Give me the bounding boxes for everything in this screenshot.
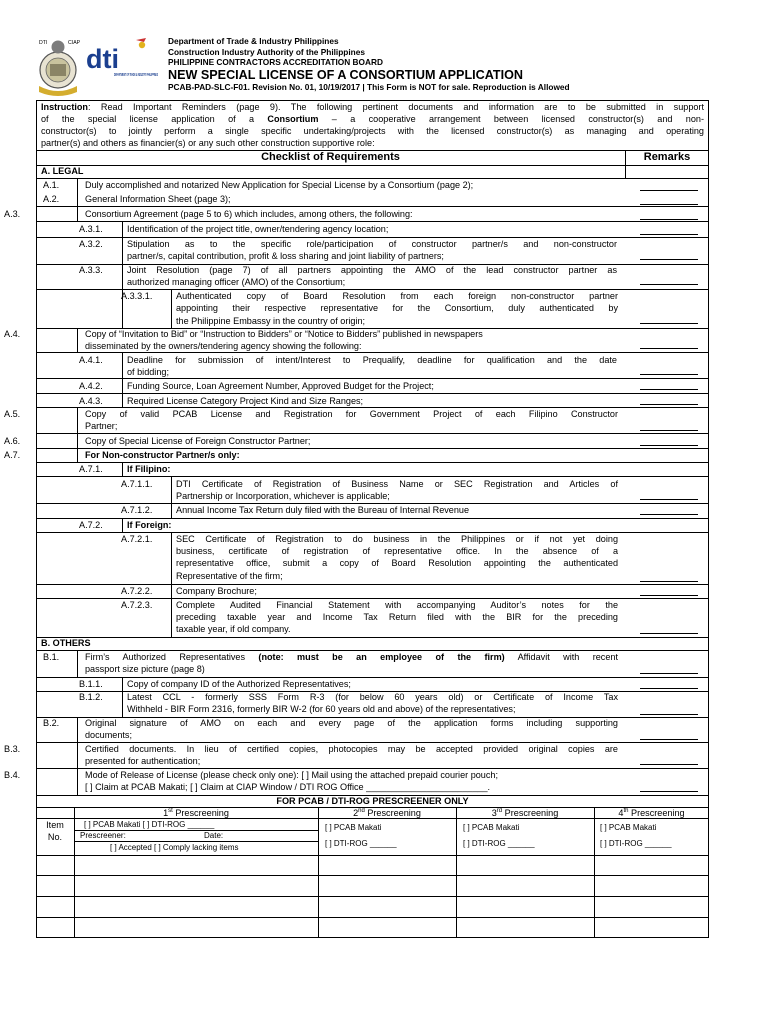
date-label: Date: — [204, 831, 224, 840]
item-code: A.4.1. — [79, 355, 103, 365]
item-code: B.1.2. — [79, 692, 103, 702]
item-a7-2-3-line2: preceding taxable year and Income Tax Return filed with the BIR for the preceding — [176, 612, 618, 622]
agency-logos — [36, 34, 162, 100]
item-code: A.7.1.2. — [121, 505, 153, 515]
dti-wordmark: dti — [86, 44, 119, 74]
item-code: B.1.1. — [79, 679, 103, 689]
rule — [77, 651, 78, 677]
item-a4-1-line1: Deadline for submission of intent/Interest to Prequalify, deadline for qualification and the date — [127, 355, 617, 365]
item-a7-2-1-line2: business, certificate of registration of representative office. In the absence of a — [176, 546, 618, 556]
remarks-blank[interactable] — [640, 374, 698, 375]
rule — [77, 717, 78, 795]
instruction-line-4: partner(s) and others as financier(s) or any such other construction supportive role: — [41, 138, 375, 148]
remarks-blank[interactable] — [640, 234, 698, 235]
item-code: A.3. — [4, 209, 21, 219]
item-a3-2-line1: Stipulation as to the specific role/participation of constructor partner/s and non-constructor — [127, 239, 617, 249]
item-a6: Copy of Special License of Foreign Constructor Partner; — [85, 436, 311, 446]
ordinal-suffix: st — [168, 807, 173, 814]
item-b1-note: (note: must be an employee of the firm) — [258, 652, 505, 662]
item-b1-1: Copy of company ID of the Authorized Representatives; — [127, 679, 351, 689]
remarks-blank[interactable] — [640, 714, 698, 715]
section-legal: A. LEGAL — [41, 166, 84, 176]
rule — [318, 807, 319, 938]
remarks-blank[interactable] — [640, 219, 698, 220]
remarks-header: Remarks — [643, 151, 691, 163]
instruction-line-1 — [41, 102, 704, 113]
rule — [36, 476, 709, 477]
form-revision: PCAB-PAD-SLC-F01. Revision No. 01, 10/19/2017 | This Form is NOT for sale. Reproduction is Allowed — [168, 82, 570, 93]
remarks-blank[interactable] — [640, 739, 698, 740]
rule — [36, 352, 709, 353]
remarks-blank[interactable] — [640, 791, 698, 792]
item-code: A.5. — [4, 409, 21, 419]
prescreening-word: Prescreening — [628, 808, 685, 818]
item-code: A.4.3. — [79, 396, 103, 406]
item-a5-line2: Partner; — [85, 421, 118, 431]
rule — [36, 448, 709, 449]
remarks-blank[interactable] — [640, 633, 698, 634]
item-a4-line2: disseminated by the owners/tendering agency showing the following: — [85, 341, 362, 351]
rule — [36, 742, 709, 743]
remarks-blank[interactable] — [640, 284, 698, 285]
item-code: A.6. — [4, 436, 21, 446]
item-a4-3: Required License Category Project Kind and Size Ranges; — [127, 396, 364, 406]
item-a3-3-line1: Joint Resolution (page 7) of all partners appointing the AMO of the lead constructor partner as — [127, 265, 617, 275]
prescreening-3-rog-checkbox[interactable]: [ ] DTI-ROG ______ — [463, 839, 535, 848]
remarks-blank[interactable] — [640, 190, 698, 191]
item-code: A.7.1. — [79, 464, 103, 474]
item-no-label: Item — [46, 820, 64, 830]
item-b4-line1: Mode of Release of License (please check only one): [ ] Mail using the attached prepaid courier pouch; — [85, 770, 498, 780]
item-a7-2-2: Company Brochure; — [176, 586, 257, 596]
item-b4-line2: [ ] Claim at PCAB Makati; [ ] Claim at CIAP Window / DTI ROG Office ________________________. — [85, 782, 491, 792]
remarks-blank[interactable] — [640, 764, 698, 765]
rule — [122, 518, 123, 532]
header-line-pcab: PHILIPPINE CONTRACTORS ACCREDITATION BOARD — [168, 57, 383, 68]
dti-label: DTI — [39, 40, 48, 46]
rule — [77, 328, 78, 352]
prescreening-2-rog-checkbox[interactable]: [ ] DTI-ROG ______ — [325, 839, 397, 848]
item-code: A.3.3.1. — [121, 291, 153, 301]
header-line-dti: Department of Trade & Industry Philippines — [168, 36, 339, 46]
header-line-ciap: Construction Industry Authority of the Philippines — [168, 46, 365, 57]
prescreening-2-makati-checkbox[interactable]: [ ] PCAB Makati — [325, 823, 382, 832]
item-a3-3-1-line2: appointing their respective representative for the Consortium, duly authenticated by — [176, 303, 618, 313]
prescreener-title: FOR PCAB / DTI-ROG PRESCREENER ONLY — [276, 796, 469, 806]
item-b1-2-line1: Latest CCL - formerly SSS Form R-3 (for below 60 years old) or Certificate of Income Tax — [127, 692, 618, 702]
form-title: NEW SPECIAL LICENSE OF A CONSORTIUM APPLICATION — [168, 67, 523, 82]
rule — [36, 896, 709, 897]
remarks-blank[interactable] — [640, 595, 698, 596]
instruction-text: : Read Important Reminders (page 9). The following pertinent documents and information are to be submitted in support — [87, 102, 704, 112]
prescreening-4-rog-checkbox[interactable]: [ ] DTI-ROG ______ — [600, 839, 672, 848]
item-b1-text: Firm’s Authorized Representatives — [85, 652, 259, 662]
rule — [36, 206, 709, 207]
rule — [77, 178, 78, 206]
rule — [36, 855, 709, 856]
item-code: A.4. — [4, 329, 21, 339]
checklist-header: Checklist of Requirements — [261, 151, 400, 163]
rule — [36, 378, 709, 379]
item-a7-1-1-line1: DTI Certificate of Registration of Business Name or SEC Registration and Articles of — [176, 479, 618, 489]
remarks-blank[interactable] — [640, 514, 698, 515]
item-a7-2-1-line3: representative office, submit a copy of Board Resolution appointing the authenticated — [176, 558, 618, 568]
item-b1-line1 — [85, 652, 618, 663]
instruction-text: – a cooperative arrangement between licensed constructor(s) and non- — [318, 114, 704, 124]
rule — [36, 178, 709, 179]
item-a3: Consortium Agreement (page 5 to 6) which includes, among others, the following: — [85, 209, 413, 219]
ordinal: 2 — [353, 808, 359, 818]
item-b2-line1: Original signature of AMO on each and every page of the application forms including supporting — [85, 718, 618, 728]
item-b2-line2: documents; — [85, 730, 133, 740]
prescreening-1-header — [74, 808, 318, 819]
item-code: A.7.2. — [79, 520, 103, 530]
ordinal: 4 — [618, 808, 624, 818]
item-a3-1: Identification of the project title, owner/tendering agency location; — [127, 224, 389, 234]
prescreening-3-makati-checkbox[interactable]: [ ] PCAB Makati — [463, 823, 520, 832]
item-no-label-2: No. — [47, 832, 63, 842]
item-b3-line2: presented for authentication; — [85, 756, 201, 766]
prescreening-4-header — [594, 808, 709, 819]
remarks-blank[interactable] — [640, 688, 698, 689]
item-b3-line1: Certified documents. In lieu of certified copies, photocopies may be accepted provided original copies are — [85, 744, 618, 754]
accept-checkboxes[interactable]: [ ] Accepted [ ] Comply lacking items — [110, 843, 239, 852]
rule — [36, 598, 709, 599]
rule — [122, 221, 123, 328]
item-a3-3-1-line1: Authenticated copy of Board Resolution from each foreign non-constructor partner — [176, 291, 618, 301]
remarks-blank[interactable] — [640, 445, 698, 446]
item-a3-2-line2: partner/s, capital contribution, profit & loss sharing and joint liability of partners; — [127, 251, 444, 261]
prescreening-word: Prescreening — [364, 808, 421, 818]
consortium-term: Consortium — [267, 114, 319, 124]
rule — [36, 462, 709, 463]
instruction-label: Instruction — [41, 102, 88, 112]
ordinal-suffix: rd — [496, 807, 503, 814]
rule — [122, 352, 123, 407]
prescreener-label: Prescreener: — [80, 831, 126, 840]
item-code: A.1. — [43, 180, 60, 190]
rule — [36, 518, 709, 519]
item-code: B.1. — [43, 652, 60, 662]
rule — [74, 807, 75, 938]
ordinal: 1 — [163, 808, 169, 818]
item-a4-1-line2: of bidding; — [127, 367, 169, 377]
item-a4-line1: Copy of “Invitation to Bid” or “Instruction to Bidders” or “Notice to Bidders” published in newspapers — [85, 329, 483, 339]
item-a7: For Non-constructor Partner/s only: — [85, 450, 240, 460]
prescreening-4-makati-checkbox[interactable]: [ ] PCAB Makati — [600, 823, 657, 832]
item-code: A.7.1.1. — [121, 479, 153, 489]
rule — [171, 289, 172, 328]
rule — [36, 677, 709, 678]
rule — [36, 875, 709, 876]
prescreening-2-header — [318, 808, 456, 819]
remarks-blank[interactable] — [640, 259, 698, 260]
item-a3-3-line2: authorized managing officer (AMO) of the Consortium; — [127, 277, 346, 287]
item-code: B.2. — [43, 718, 60, 728]
dti-logo — [86, 38, 158, 77]
remarks-blank[interactable] — [640, 348, 698, 349]
rule — [36, 407, 709, 408]
instruction-line-3: constructor(s) to jointly perform a single specific undertaking/projects with the licensed constructor(s) as managing and operating — [41, 126, 704, 136]
rule — [171, 476, 172, 518]
dti-ciap-seal — [39, 41, 77, 97]
rule — [36, 289, 709, 290]
section-others: B. OTHERS — [41, 638, 91, 648]
item-code: A.7.2.1. — [121, 534, 153, 544]
form-header — [168, 36, 570, 92]
item-a7-1-2: Annual Income Tax Return duly filed with the Bureau of Internal Revenue — [176, 505, 470, 515]
rule — [122, 677, 123, 717]
prescreening-1-office-checkboxes[interactable]: [ ] PCAB Makati [ ] DTI-ROG ______ — [84, 820, 215, 829]
remarks-blank[interactable] — [640, 581, 698, 582]
item-b1-2-line2: Withheld - BIR Form 2316, formerly BIR W-2 (for 60 years old and above) of the representatives; — [127, 704, 516, 714]
remarks-blank[interactable] — [640, 499, 698, 500]
item-a4-2: Funding Source, Loan Agreement Number, Approved Budget for the Project; — [127, 381, 434, 391]
rule — [36, 433, 709, 434]
remarks-blank[interactable] — [640, 204, 698, 205]
item-code: A.2. — [43, 194, 60, 204]
rule — [122, 462, 123, 476]
remarks-blank[interactable] — [640, 389, 698, 390]
item-code: A.3.1. — [79, 224, 103, 234]
prescreening-word: Prescreening — [172, 808, 229, 818]
rule — [36, 650, 709, 651]
item-a7-2-1-line1: SEC Certificate of Registration to do business in the Philippines or if not yet doing — [176, 534, 618, 544]
item-a7-1-1-line2: Partnership or Incorporation, whichever is applicable; — [176, 491, 390, 501]
remarks-blank[interactable] — [640, 323, 698, 324]
remarks-blank[interactable] — [640, 404, 698, 405]
rule — [36, 637, 709, 638]
rule — [36, 917, 709, 918]
rule — [74, 841, 318, 842]
item-a7-1: If Filipino: — [127, 464, 171, 474]
prescreening-word: Prescreening — [502, 808, 559, 818]
item-a7-2-1-line4: Representative of the firm; — [176, 571, 283, 581]
ordinal: 3 — [491, 808, 497, 818]
item-code: A.4.2. — [79, 381, 103, 391]
item-b1-line2: passport size picture (page 8) — [85, 664, 205, 674]
item-a7-2-3-line3: taxable year, if old company. — [176, 624, 291, 634]
rule — [36, 165, 709, 166]
rule — [36, 584, 709, 585]
item-code: A.7.2.3. — [121, 600, 153, 610]
rule — [594, 807, 595, 938]
remarks-blank[interactable] — [640, 430, 698, 431]
remarks-blank[interactable] — [640, 673, 698, 674]
rule — [36, 768, 709, 769]
dti-caption: DEPARTMENT OF TRADE & INDUSTRY PHILIPPINES — [114, 72, 159, 77]
ordinal-suffix: nd — [358, 807, 365, 814]
item-code: A.7.2.2. — [121, 586, 153, 596]
item-code: B.4. — [4, 770, 21, 780]
rule — [36, 532, 709, 533]
ciap-label: CIAP — [68, 40, 81, 46]
rule — [77, 206, 78, 221]
item-code: A.3.2. — [79, 239, 103, 249]
item-a3-3-1-line3: the Philippine Embassy in the country of origin; — [176, 316, 366, 326]
item-code: A.7. — [4, 450, 21, 460]
item-a2: General Information Sheet (page 3); — [85, 194, 231, 204]
item-code: B.3. — [4, 744, 21, 754]
ordinal-suffix: th — [623, 807, 629, 814]
item-a7-2-3-line1: Complete Audited Financial Statement with accompanying Auditor’s notes for the — [176, 600, 618, 610]
item-a7-2: If Foreign: — [127, 520, 172, 530]
instruction-text: of the special license application of a — [41, 114, 268, 124]
prescreening-3-header — [456, 808, 594, 819]
rule — [36, 503, 709, 504]
rule — [36, 393, 709, 394]
rule — [77, 448, 78, 462]
item-a5-line1: Copy of valid PCAB License and Registration for Government Project of each Filipino Constructor — [85, 409, 618, 419]
item-code: A.3.3. — [79, 265, 103, 275]
rule — [36, 237, 709, 238]
rule — [77, 407, 78, 448]
rule — [36, 221, 709, 222]
rule — [456, 807, 457, 938]
item-a1: Duly accomplished and notarized New Application for Special License by a Consortium (page 2); — [85, 180, 474, 190]
rule — [171, 532, 172, 637]
instruction-line-2 — [41, 114, 704, 125]
item-b1-text: Affidavit with recent — [504, 652, 618, 662]
